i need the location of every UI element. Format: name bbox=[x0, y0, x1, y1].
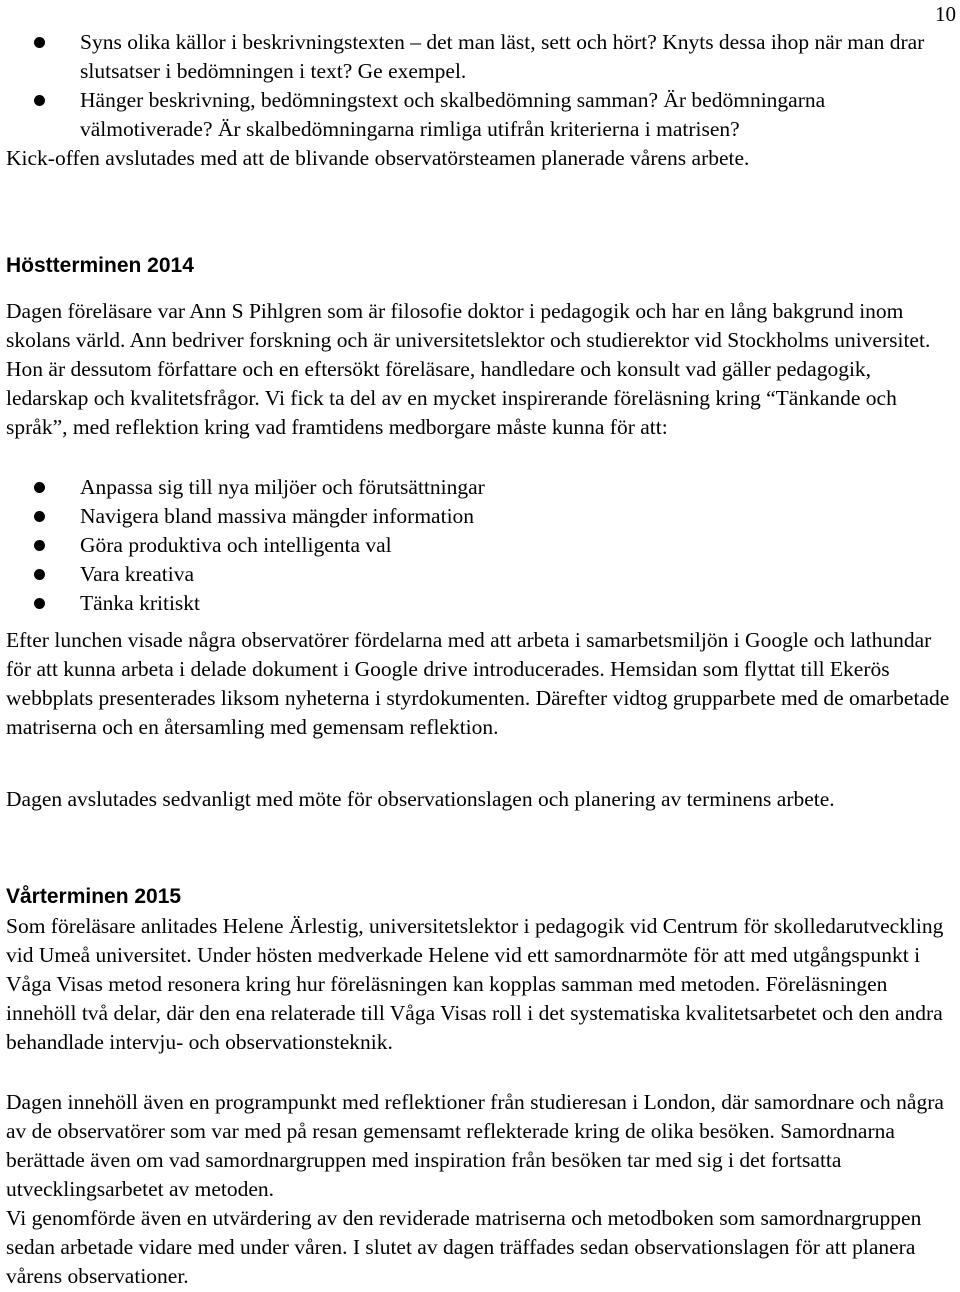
list-item bbox=[6, 531, 956, 560]
list-item bbox=[6, 86, 956, 144]
list-item bbox=[6, 560, 956, 589]
list-item-text: Anpassa sig till nya miljöer och förutsättningar bbox=[80, 475, 485, 499]
autumn-heading: Höstterminen 2014 bbox=[6, 254, 194, 277]
list-item-text: Göra produktiva och intelligenta val bbox=[80, 533, 392, 557]
kickoff-paragraph: Kick-offen avslutades med att de blivande observatörsteamen planerade vårens arbete. bbox=[6, 146, 750, 170]
autumn-intro-paragraph: Dagen föreläsare var Ann S Pihlgren som är filosofie doktor i pedagogik och har en lång bakgrund inom skolans värld. Ann bedriver forskning och är universitetslektor och studierektor vid Stockholms universitet. Hon är dessutom författare och en eftersökt föreläsare, handledare och konsult vad gäller pedagogik, ledarskap och kvalitetsfrågor. Vi fick ta del av en mycket inspirerande föreläsning kring “Tänkande och språk”, med reflektion kring vad framtidens medborgare måste kunna för att: bbox=[6, 299, 931, 439]
list-item-text: Syns olika källor i beskrivningstexten – det man läst, sett och hört? Knyts dessa ihop när man drar slutsatser i bedömningen i text? Ge exempel. bbox=[80, 30, 925, 83]
bullet-icon bbox=[34, 482, 45, 493]
list-item-text: Navigera bland massiva mängder information bbox=[80, 504, 475, 528]
spring-paragraph-3: Vi genomförde även en utvärdering av den reviderade matriserna och metodboken som samordnargruppen sedan arbetade vidare med under våren. I slutet av dagen träffades sedan observationslagen för att planera vårens observationer. bbox=[6, 1206, 922, 1288]
list-item-text: Vara kreativa bbox=[80, 562, 194, 586]
bullet-icon bbox=[34, 569, 45, 580]
bullet-icon bbox=[34, 511, 45, 522]
bullet-icon bbox=[34, 598, 45, 609]
list-item bbox=[6, 473, 956, 502]
review-question-list bbox=[6, 28, 956, 144]
list-item-text: Tänka kritiskt bbox=[80, 591, 201, 615]
bullet-icon bbox=[34, 540, 45, 551]
list-item bbox=[6, 589, 956, 618]
bullet-icon bbox=[34, 95, 45, 106]
spring-paragraph-2: Dagen innehöll även en programpunkt med reflektioner från studieresan i London, där samordnare och några av de observatörer som var med på resan gemensamt reflekterade kring de olika besöken. Samordnarna berättade även om vad samordnargruppen med inspiration från besöken tar med sig i det fortsatta utvecklingsarbetet av metoden. bbox=[6, 1090, 944, 1201]
spring-heading: Vårterminen 2015 bbox=[6, 885, 182, 908]
page-number: 10 bbox=[935, 2, 956, 26]
autumn-closing-paragraph: Dagen avslutades sedvanligt med möte för observationslagen och planering av terminens arbete. bbox=[6, 787, 835, 811]
list-item bbox=[6, 502, 956, 531]
spring-paragraph-1: Som föreläsare anlitades Helene Ärlestig, universitetslektor i pedagogik vid Centrum för skolledarutveckling vid Umeå universitet. Under hösten medverkade Helene vid ett samordnarmöte för att med utgångspunkt i Våga Visas metod resonera kring hur föreläsningen kan kopplas samman med metoden. Föreläsningen innehöll två delar, där den ena relaterade till Våga Visas roll i det systematiska kvalitetsarbetet och den andra behandlade intervju- och observationsteknik. bbox=[6, 914, 944, 1054]
skills-list bbox=[6, 473, 956, 618]
list-item bbox=[6, 28, 956, 86]
after-lunch-paragraph: Efter lunchen visade några observatörer fördelarna med att arbeta i samarbetsmiljön i Google och lathundar för att kunna arbeta i delade dokument i Google drive introducerades. Hemsidan som flyttat till Ekerös webbplats presenterades liksom nyheterna i styrdokumenten. Därefter vidtog grupparbete med de omarbetade matriserna och en återsamling med gemensam reflektion. bbox=[6, 628, 950, 739]
list-item-text: Hänger beskrivning, bedömningstext och skalbedömning samman? Är bedömningarna välmotiverade? Är skalbedömningarna rimliga utifrån kriterierna i matrisen? bbox=[80, 88, 826, 141]
bullet-icon bbox=[34, 37, 45, 48]
